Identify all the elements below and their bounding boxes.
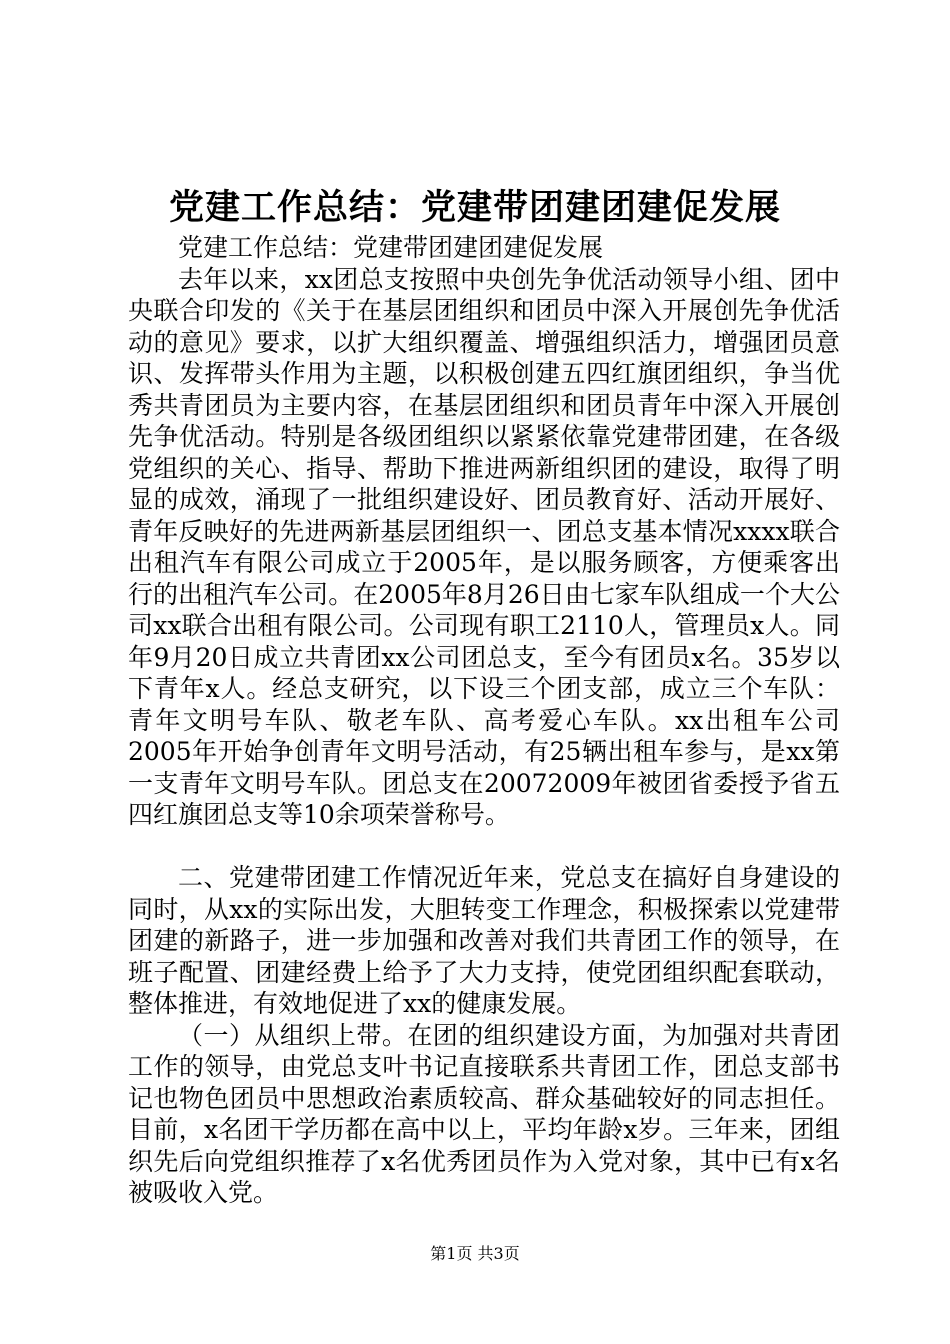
body-paragraph-organization: （一）从组织上带。在团的组织建设方面，为加强对共青团工作的领导，由党总支叶书记直接联系共青团工作，团总支部书记也物色团员中思想政治素质较高、群众基础较好的同志担任。目前，x名团干学历都在高中以上，平均年龄x岁。三年来，团组织先后向党组织推荐了x名优秀团员作为入党对象，其中已有x名被吸收入党。 [128,1020,840,1207]
document-title: 党建工作总结：党建带团建团建促发展 [168,188,781,228]
paragraph-spacer [128,831,840,863]
body-paragraph-section-two: 二、党建带团建工作情况近年来，党总支在搞好自身建设的同时，从xx的实际出发，大胆转变工作理念，积极探索以党建带团建的新路子，进一步加强和改善对我们共青团工作的领导，在班子配置、团建经费上给予了大力支持，使党团组织配套联动，整体推进，有效地促进了xx的健康发展。 [128,863,840,1018]
page-footer: 第1页 共3页 [430,1244,520,1263]
document-body [128,232,840,1209]
body-paragraph-intro: 去年以来，xx团总支按照中央创先争优活动领导小组、团中央联合印发的《关于在基层团组织和团员中深入开展创先争优活动的意见》要求，以扩大组织覆盖、增强组织活力，增强团员意识、发挥带头作用为主题，以积极创建五四红旗团组织，争当优秀共青团员为主要内容，在基层团组织和团员青年中深入开展创先争优活动。特别是各级团组织以紧紧依靠党建带团建，在各级党组织的关心、指导、帮助下推进两新组织团的建设，取得了明显的成效，涌现了一批组织建设好、团员教育好、活动开展好、青年反映好的先进两新基层团组织一、团总支基本情况xxxx联合出租汽车有限公司成立于2005年，是以服务顾客，方便乘客出行的出租汽车公司。在2005年8月26日由七家车队组成一个大公司xx联合出租有限公司。公司现有职工2110人，管理员x人。同年9月20日成立共青团xx公司团总支，至今有团员x名。35岁以下青年x人。经总支研究，以下设三个团支部，成立三个车队：青年文明号车队、敬老车队、高考爱心车队。xx出租车公司2005年开始争创青年文明号活动，有25辆出租车参与，是xx第一支青年文明号车队。团总支在20072009年被团省委授予省五四红旗团总支等10余项荣誉称号。 [128,264,840,829]
subtitle-paragraph: 党建工作总结：党建带团建团建促发展 [178,233,604,262]
